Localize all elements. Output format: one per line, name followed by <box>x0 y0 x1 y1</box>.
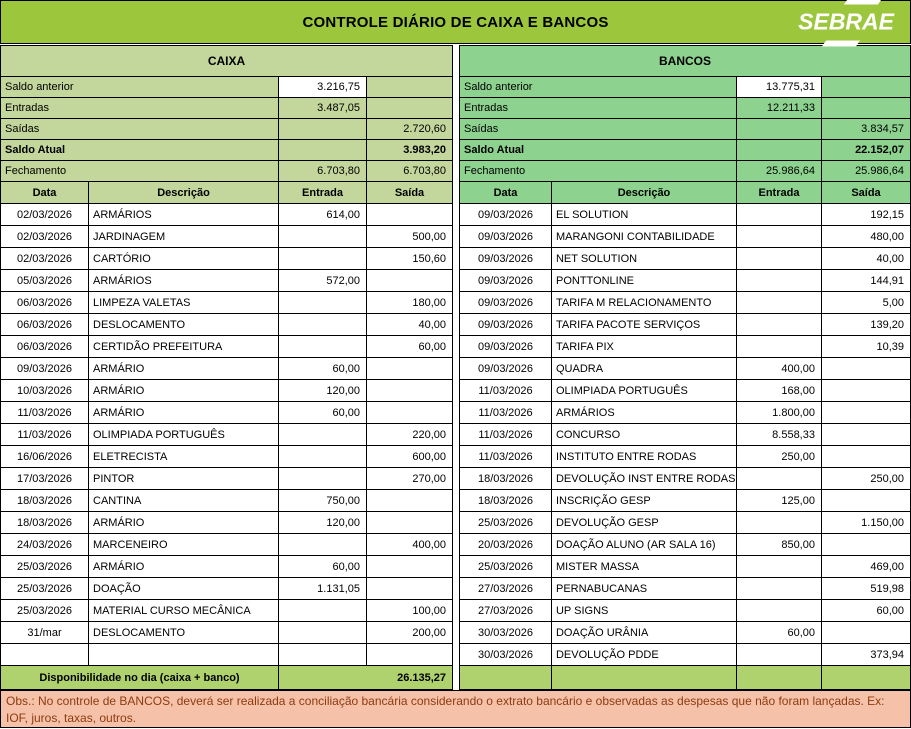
table-row <box>459 402 910 424</box>
date-cell[interactable]: 27/03/2026 <box>459 578 551 600</box>
logo-stripe-icon <box>822 41 860 47</box>
date-cell[interactable]: 20/03/2026 <box>459 534 551 556</box>
entrada-cell[interactable] <box>279 248 367 270</box>
description-cell[interactable]: EL SOLUTION <box>551 204 736 226</box>
description-cell[interactable]: DOAÇÃO <box>89 578 279 600</box>
description-cell[interactable]: DEVOLUÇÃO GESP <box>551 512 736 534</box>
description-cell[interactable]: MISTER MASSA <box>551 556 736 578</box>
saida-cell[interactable] <box>821 446 910 468</box>
caixa-saldo-atual-value[interactable]: 3.983,20 <box>367 140 453 161</box>
date-cell[interactable]: 25/03/2026 <box>459 556 551 578</box>
caixa-col-descricao: Descrição <box>89 182 279 204</box>
table-row <box>1 490 453 512</box>
table-row <box>1 204 453 226</box>
bancos-section-header: BANCOS <box>459 46 910 77</box>
caixa-saldo-anterior-value[interactable]: 3.216,75 <box>279 77 367 98</box>
description-cell[interactable]: CANTINA <box>89 490 279 512</box>
saida-cell[interactable]: 10,39 <box>821 336 910 358</box>
saida-cell[interactable]: 469,00 <box>821 556 910 578</box>
description-cell[interactable]: PINTOR <box>89 468 279 490</box>
entrada-cell[interactable]: 850,00 <box>736 534 821 556</box>
caixa-saldo-atual-entrada-cell[interactable] <box>279 140 367 161</box>
date-cell[interactable]: 24/03/2026 <box>1 534 89 556</box>
table-row <box>459 468 910 490</box>
entrada-cell[interactable] <box>736 556 821 578</box>
caixa-entradas-saida-cell[interactable] <box>367 98 453 119</box>
bancos-col-entrada: Entrada <box>736 182 821 204</box>
table-row <box>459 600 910 622</box>
entrada-cell[interactable] <box>736 468 821 490</box>
saida-cell[interactable]: 5,00 <box>821 292 910 314</box>
caixa-col-entrada: Entrada <box>279 182 367 204</box>
table-row <box>1 578 453 600</box>
saida-cell[interactable] <box>821 490 910 512</box>
date-cell[interactable]: 09/03/2026 <box>459 270 551 292</box>
table-row <box>1 248 453 270</box>
table-row <box>1 402 453 424</box>
saida-cell[interactable] <box>367 270 453 292</box>
date-cell[interactable]: 18/03/2026 <box>459 468 551 490</box>
table-row <box>1 226 453 248</box>
title-bar <box>0 0 911 44</box>
saida-cell[interactable] <box>367 380 453 402</box>
caixa-entradas-value[interactable]: 3.487,05 <box>279 98 367 119</box>
bancos-saidas-entrada-cell[interactable] <box>736 119 821 140</box>
date-cell[interactable]: 17/03/2026 <box>1 468 89 490</box>
caixa-entradas-label: Entradas <box>1 98 279 119</box>
description-cell[interactable]: ARMÁRIO <box>89 358 279 380</box>
date-cell[interactable]: 27/03/2026 <box>459 600 551 622</box>
date-cell[interactable]: 18/03/2026 <box>1 512 89 534</box>
entrada-cell[interactable]: 614,00 <box>279 204 367 226</box>
description-cell[interactable]: ARMÁRIOS <box>551 402 736 424</box>
description-cell[interactable] <box>89 644 279 666</box>
caixa-saidas-value[interactable]: 2.720,60 <box>367 119 453 140</box>
description-cell[interactable]: ARMÁRIOS <box>89 204 279 226</box>
description-cell[interactable]: ELETRECISTA <box>89 446 279 468</box>
logo-stripe-icon <box>844 0 882 5</box>
saida-cell[interactable]: 144,91 <box>821 270 910 292</box>
date-cell[interactable]: 09/03/2026 <box>459 314 551 336</box>
entrada-cell[interactable]: 1.800,00 <box>736 402 821 424</box>
saida-cell[interactable]: 200,00 <box>367 622 453 644</box>
table-row <box>459 358 910 380</box>
caixa-saldo-anterior-label: Saldo anterior <box>1 77 279 98</box>
saida-cell[interactable]: 100,00 <box>367 600 453 622</box>
date-cell[interactable]: 02/03/2026 <box>1 204 89 226</box>
saida-cell[interactable]: 150,60 <box>367 248 453 270</box>
saida-cell[interactable]: 480,00 <box>821 226 910 248</box>
bancos-fechamento-saida[interactable]: 25.986,64 <box>821 161 910 182</box>
entrada-cell[interactable]: 572,00 <box>279 270 367 292</box>
table-row <box>459 380 910 402</box>
description-cell[interactable]: OLIMPIADA PORTUGUÊS <box>89 424 279 446</box>
description-cell[interactable]: CERTIDÃO PREFEITURA <box>89 336 279 358</box>
table-row <box>459 292 910 314</box>
entrada-cell[interactable] <box>279 644 367 666</box>
caixa-col-saida: Saída <box>367 182 453 204</box>
date-cell[interactable]: 05/03/2026 <box>1 270 89 292</box>
table-row <box>459 336 910 358</box>
date-cell[interactable]: 09/03/2026 <box>459 358 551 380</box>
entrada-cell[interactable] <box>736 578 821 600</box>
table-row <box>459 446 910 468</box>
entrada-cell[interactable] <box>736 644 821 666</box>
entrada-cell[interactable] <box>279 336 367 358</box>
description-cell[interactable]: UP SIGNS <box>551 600 736 622</box>
table-row <box>1 292 453 314</box>
entrada-cell[interactable]: 400,00 <box>736 358 821 380</box>
bancos-saldo-atual-value[interactable]: 22.152,07 <box>821 140 910 161</box>
entrada-cell[interactable] <box>279 534 367 556</box>
date-cell[interactable] <box>1 644 89 666</box>
table-row <box>459 204 910 226</box>
date-cell[interactable]: 09/03/2026 <box>459 336 551 358</box>
table-row <box>1 358 453 380</box>
entrada-cell[interactable]: 750,00 <box>279 490 367 512</box>
bancos-footer-cell[interactable] <box>821 666 910 690</box>
description-cell[interactable]: TARIFA M RELACIONAMENTO <box>551 292 736 314</box>
date-cell[interactable]: 09/03/2026 <box>459 292 551 314</box>
bancos-col-descricao: Descrição <box>551 182 736 204</box>
entrada-cell[interactable]: 120,00 <box>279 380 367 402</box>
saida-cell[interactable] <box>367 490 453 512</box>
saida-cell[interactable] <box>367 512 453 534</box>
date-cell[interactable]: 25/03/2026 <box>1 556 89 578</box>
saida-cell[interactable] <box>367 204 453 226</box>
saida-cell[interactable]: 40,00 <box>367 314 453 336</box>
bancos-saidas-label: Saídas <box>459 119 736 140</box>
sebrae-logo <box>798 2 894 43</box>
date-cell[interactable]: 18/03/2026 <box>459 490 551 512</box>
bancos-saidas-value[interactable]: 3.834,57 <box>821 119 910 140</box>
date-cell[interactable]: 25/03/2026 <box>1 578 89 600</box>
table-row <box>1 600 453 622</box>
caixa-fechamento-label: Fechamento <box>1 161 279 182</box>
description-cell[interactable]: MATERIAL CURSO MECÂNICA <box>89 600 279 622</box>
description-cell[interactable]: CONCURSO <box>551 424 736 446</box>
caixa-saidas-entrada-cell[interactable] <box>279 119 367 140</box>
saida-cell[interactable]: 192,15 <box>821 204 910 226</box>
saida-cell[interactable]: 270,00 <box>367 468 453 490</box>
date-cell[interactable]: 09/03/2026 <box>459 204 551 226</box>
page-title: CONTROLE DIÁRIO DE CAIXA E BANCOS <box>302 13 609 31</box>
entrada-cell[interactable]: 1.131,05 <box>279 578 367 600</box>
description-cell[interactable]: DOAÇÃO ALUNO (AR SALA 16) <box>551 534 736 556</box>
table-row <box>459 578 910 600</box>
entrada-cell[interactable]: 250,00 <box>736 446 821 468</box>
caixa-fechamento-saida[interactable]: 6.703,80 <box>367 161 453 182</box>
date-cell[interactable]: 18/03/2026 <box>1 490 89 512</box>
date-cell[interactable]: 06/03/2026 <box>1 314 89 336</box>
date-cell[interactable]: 11/03/2026 <box>459 380 551 402</box>
entrada-cell[interactable] <box>279 446 367 468</box>
disponibilidade-label: Disponibilidade no dia (caixa + banco) <box>1 666 279 690</box>
description-cell[interactable]: JARDINAGEM <box>89 226 279 248</box>
description-cell[interactable]: DEVOLUÇÃO PDDE <box>551 644 736 666</box>
table-row <box>1 468 453 490</box>
observation-note: Obs.: No controle de BANCOS, deverá ser realizada a conciliação bancária considerando o extrato bancário e observadas as despesas que não foram lançadas. Ex: IOF, juros, taxas, outros. <box>0 690 911 728</box>
table-row <box>459 490 910 512</box>
date-cell[interactable]: 02/03/2026 <box>1 226 89 248</box>
description-cell[interactable]: ARMÁRIO <box>89 402 279 424</box>
caixa-section-header: CAIXA <box>1 46 453 77</box>
bancos-col-data: Data <box>459 182 551 204</box>
entrada-cell[interactable]: 168,00 <box>736 380 821 402</box>
date-cell[interactable]: 09/03/2026 <box>1 358 89 380</box>
entrada-cell[interactable]: 120,00 <box>279 512 367 534</box>
table-row <box>1 424 453 446</box>
bancos-entradas-saida-cell[interactable] <box>821 98 910 119</box>
entrada-cell[interactable] <box>736 600 821 622</box>
table-row <box>459 512 910 534</box>
bancos-entradas-value[interactable]: 12.211,33 <box>736 98 821 119</box>
bancos-saldo-atual-entrada-cell[interactable] <box>736 140 821 161</box>
sections <box>0 45 911 690</box>
entrada-cell[interactable]: 60,00 <box>279 358 367 380</box>
entrada-cell[interactable] <box>279 314 367 336</box>
disponibilidade-value[interactable]: 26.135,27 <box>279 666 453 690</box>
caixa-col-data: Data <box>1 182 89 204</box>
saida-cell[interactable]: 180,00 <box>367 292 453 314</box>
table-row <box>459 424 910 446</box>
date-cell[interactable]: 09/03/2026 <box>459 226 551 248</box>
description-cell[interactable]: MARCENEIRO <box>89 534 279 556</box>
saida-cell[interactable] <box>367 644 453 666</box>
entrada-cell[interactable] <box>736 314 821 336</box>
table-row <box>459 270 910 292</box>
table-row <box>459 314 910 336</box>
table-row <box>1 534 453 556</box>
entrada-cell[interactable] <box>279 622 367 644</box>
bancos-footer-cell[interactable] <box>736 666 821 690</box>
entrada-cell[interactable] <box>279 226 367 248</box>
bancos-saldo-anterior-label: Saldo anterior <box>459 77 736 98</box>
description-cell[interactable]: NET SOLUTION <box>551 248 736 270</box>
date-cell[interactable]: 02/03/2026 <box>1 248 89 270</box>
saida-cell[interactable] <box>821 402 910 424</box>
table-row <box>459 622 910 644</box>
description-cell[interactable]: INSCRIÇÃO GESP <box>551 490 736 512</box>
date-cell[interactable]: 31/mar <box>1 622 89 644</box>
entrada-cell[interactable] <box>736 336 821 358</box>
bancos-footer-cell[interactable] <box>459 666 551 690</box>
table-row <box>459 226 910 248</box>
entrada-cell[interactable] <box>736 226 821 248</box>
saida-cell[interactable]: 400,00 <box>367 534 453 556</box>
caixa-fechamento-entrada[interactable]: 6.703,80 <box>279 161 367 182</box>
description-cell[interactable]: TARIFA PIX <box>551 336 736 358</box>
date-cell[interactable]: 06/03/2026 <box>1 336 89 358</box>
entrada-cell[interactable] <box>736 292 821 314</box>
description-cell[interactable]: PONTTONLINE <box>551 270 736 292</box>
caixa-saldo-atual-label: Saldo Atual <box>1 140 279 161</box>
date-cell[interactable]: 25/03/2026 <box>1 600 89 622</box>
entrada-cell[interactable]: 8.558,33 <box>736 424 821 446</box>
description-cell[interactable]: ARMÁRIO <box>89 556 279 578</box>
saida-cell[interactable] <box>367 578 453 600</box>
entrada-cell[interactable]: 60,00 <box>736 622 821 644</box>
entrada-cell[interactable] <box>279 600 367 622</box>
bancos-fechamento-label: Fechamento <box>459 161 736 182</box>
caixa-saidas-label: Saídas <box>1 119 279 140</box>
date-cell[interactable]: 30/03/2026 <box>459 644 551 666</box>
entrada-cell[interactable] <box>736 204 821 226</box>
date-cell[interactable]: 11/03/2026 <box>1 424 89 446</box>
description-cell[interactable]: DEVOLUÇÃO INST ENTRE RODAS <box>551 468 736 490</box>
description-cell[interactable]: ARMÁRIO <box>89 512 279 534</box>
saida-cell[interactable]: 60,00 <box>821 600 910 622</box>
date-cell[interactable]: 30/03/2026 <box>459 622 551 644</box>
table-row <box>1 512 453 534</box>
entrada-cell[interactable] <box>736 512 821 534</box>
saida-cell[interactable]: 373,94 <box>821 644 910 666</box>
saida-cell[interactable]: 250,00 <box>821 468 910 490</box>
logo-text: SEBRAE <box>798 8 894 35</box>
caixa-saldo-anterior-saida-cell[interactable] <box>367 77 453 98</box>
table-row <box>1 556 453 578</box>
saida-cell[interactable]: 220,00 <box>367 424 453 446</box>
table-row <box>459 556 910 578</box>
saida-cell[interactable]: 500,00 <box>367 226 453 248</box>
saida-cell[interactable]: 600,00 <box>367 446 453 468</box>
table-row <box>1 622 453 644</box>
bancos-saldo-atual-label: Saldo Atual <box>459 140 736 161</box>
date-cell[interactable]: 11/03/2026 <box>1 402 89 424</box>
description-cell[interactable]: DOAÇÃO URÂNIA <box>551 622 736 644</box>
description-cell[interactable]: CARTÓRIO <box>89 248 279 270</box>
entrada-cell[interactable] <box>736 270 821 292</box>
saida-cell[interactable] <box>367 556 453 578</box>
saida-cell[interactable] <box>821 358 910 380</box>
bancos-saldo-anterior-saida-cell[interactable] <box>821 77 910 98</box>
date-cell[interactable]: 11/03/2026 <box>459 424 551 446</box>
date-cell[interactable]: 25/03/2026 <box>459 512 551 534</box>
caixa-table <box>0 45 453 690</box>
description-cell[interactable]: QUADRA <box>551 358 736 380</box>
description-cell[interactable]: INSTITUTO ENTRE RODAS <box>551 446 736 468</box>
date-cell[interactable]: 06/03/2026 <box>1 292 89 314</box>
bancos-saldo-anterior-value[interactable]: 13.775,31 <box>736 77 821 98</box>
table-row <box>459 644 910 666</box>
description-cell[interactable]: TARIFA PACOTE SERVIÇOS <box>551 314 736 336</box>
entrada-cell[interactable] <box>279 292 367 314</box>
bancos-table <box>459 45 911 690</box>
saida-cell[interactable] <box>821 424 910 446</box>
description-cell[interactable]: DESLOCAMENTO <box>89 622 279 644</box>
entrada-cell[interactable]: 125,00 <box>736 490 821 512</box>
date-cell[interactable]: 16/06/2026 <box>1 446 89 468</box>
table-row <box>459 248 910 270</box>
saida-cell[interactable]: 1.150,00 <box>821 512 910 534</box>
table-row <box>1 314 453 336</box>
description-cell[interactable]: LIMPEZA VALETAS <box>89 292 279 314</box>
entrada-cell[interactable] <box>736 248 821 270</box>
entrada-cell[interactable] <box>279 424 367 446</box>
bancos-footer-cell[interactable] <box>551 666 736 690</box>
table-row <box>459 534 910 556</box>
entrada-cell[interactable]: 60,00 <box>279 556 367 578</box>
date-cell[interactable]: 11/03/2026 <box>459 446 551 468</box>
table-row <box>1 270 453 292</box>
date-cell[interactable]: 10/03/2026 <box>1 380 89 402</box>
saida-cell[interactable] <box>367 402 453 424</box>
description-cell[interactable]: ARMÁRIO <box>89 380 279 402</box>
entrada-cell[interactable] <box>279 468 367 490</box>
saida-cell[interactable]: 60,00 <box>367 336 453 358</box>
table-row <box>1 380 453 402</box>
description-cell[interactable]: OLIMPIADA PORTUGUÊS <box>551 380 736 402</box>
bancos-fechamento-entrada[interactable]: 25.986,64 <box>736 161 821 182</box>
saida-cell[interactable] <box>367 358 453 380</box>
bancos-entradas-label: Entradas <box>459 98 736 119</box>
date-cell[interactable]: 11/03/2026 <box>459 402 551 424</box>
saida-cell[interactable]: 139,20 <box>821 314 910 336</box>
bancos-col-saida: Saída <box>821 182 910 204</box>
saida-cell[interactable] <box>821 380 910 402</box>
table-row <box>1 446 453 468</box>
description-cell[interactable]: PERNABUCANAS <box>551 578 736 600</box>
saida-cell[interactable]: 519,98 <box>821 578 910 600</box>
entrada-cell[interactable]: 60,00 <box>279 402 367 424</box>
date-cell[interactable]: 09/03/2026 <box>459 248 551 270</box>
saida-cell[interactable]: 40,00 <box>821 248 910 270</box>
description-cell[interactable]: MARANGONI CONTABILIDADE <box>551 226 736 248</box>
table-row <box>1 644 453 666</box>
saida-cell[interactable] <box>821 534 910 556</box>
saida-cell[interactable] <box>821 622 910 644</box>
description-cell[interactable]: DESLOCAMENTO <box>89 314 279 336</box>
table-row <box>1 336 453 358</box>
description-cell[interactable]: ARMÁRIOS <box>89 270 279 292</box>
